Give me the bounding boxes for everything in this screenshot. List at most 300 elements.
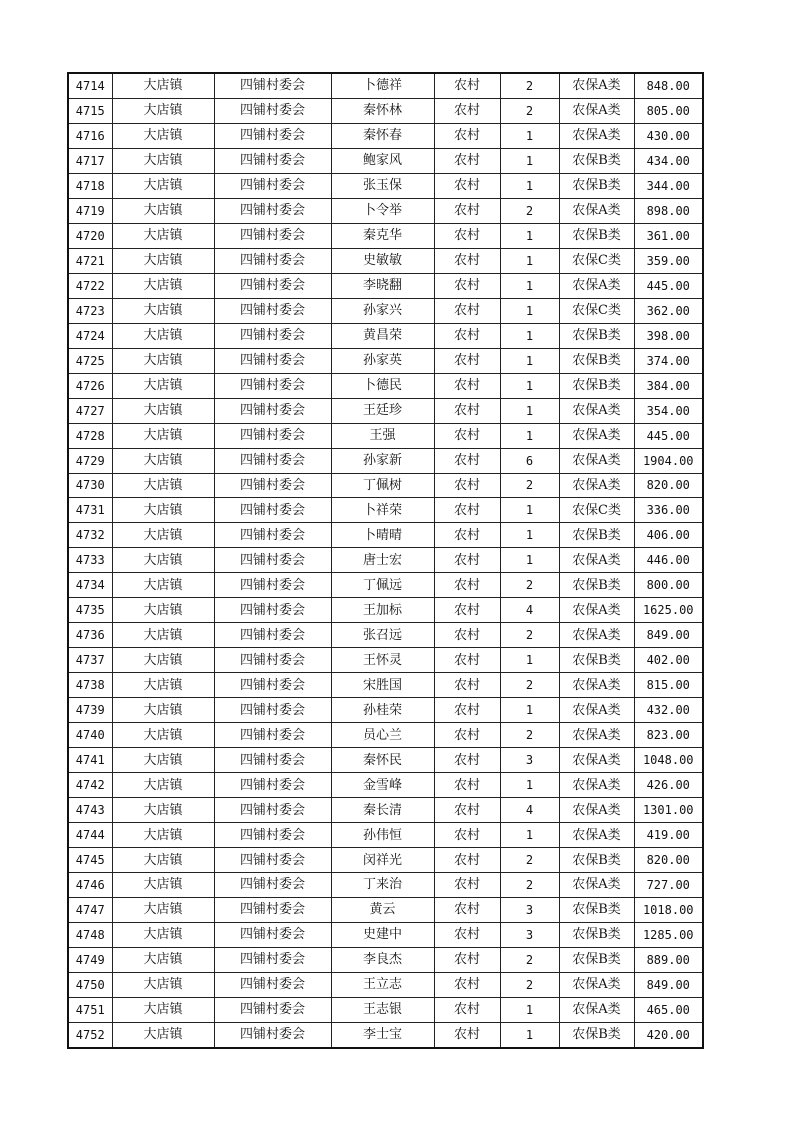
town-cell: 大店镇 bbox=[112, 73, 214, 98]
committee-cell: 四铺村委会 bbox=[214, 323, 331, 348]
area-cell: 农村 bbox=[434, 348, 500, 373]
town-cell: 大店镇 bbox=[112, 897, 214, 922]
committee-cell: 四铺村委会 bbox=[214, 673, 331, 698]
table-row bbox=[68, 573, 703, 598]
id-cell: 4747 bbox=[68, 897, 112, 922]
id-cell: 4745 bbox=[68, 848, 112, 873]
id-cell: 4714 bbox=[68, 73, 112, 98]
town-cell: 大店镇 bbox=[112, 423, 214, 448]
town-cell: 大店镇 bbox=[112, 823, 214, 848]
table-row bbox=[68, 798, 703, 823]
id-cell: 4729 bbox=[68, 448, 112, 473]
area-cell: 农村 bbox=[434, 198, 500, 223]
amount-cell: 849.00 bbox=[634, 623, 703, 648]
table-row bbox=[68, 398, 703, 423]
area-cell: 农村 bbox=[434, 823, 500, 848]
amount-cell: 820.00 bbox=[634, 473, 703, 498]
area-cell: 农村 bbox=[434, 173, 500, 198]
count-cell: 1 bbox=[500, 323, 559, 348]
count-cell: 1 bbox=[500, 223, 559, 248]
category-cell: 农保A类 bbox=[559, 997, 634, 1022]
area-cell: 农村 bbox=[434, 648, 500, 673]
committee-cell: 四铺村委会 bbox=[214, 623, 331, 648]
category-cell: 农保A类 bbox=[559, 398, 634, 423]
amount-cell: 465.00 bbox=[634, 997, 703, 1022]
category-cell: 农保B类 bbox=[559, 148, 634, 173]
category-cell: 农保A类 bbox=[559, 798, 634, 823]
name-cell: 秦怀林 bbox=[331, 98, 434, 123]
table-row bbox=[68, 298, 703, 323]
name-cell: 孙桂荣 bbox=[331, 698, 434, 723]
table-row bbox=[68, 947, 703, 972]
area-cell: 农村 bbox=[434, 947, 500, 972]
category-cell: 农保B类 bbox=[559, 947, 634, 972]
category-cell: 农保A类 bbox=[559, 723, 634, 748]
name-cell: 卜令举 bbox=[331, 198, 434, 223]
id-cell: 4740 bbox=[68, 723, 112, 748]
category-cell: 农保A类 bbox=[559, 773, 634, 798]
count-cell: 2 bbox=[500, 848, 559, 873]
name-cell: 鲍家风 bbox=[331, 148, 434, 173]
committee-cell: 四铺村委会 bbox=[214, 98, 331, 123]
amount-cell: 406.00 bbox=[634, 523, 703, 548]
town-cell: 大店镇 bbox=[112, 523, 214, 548]
table-row bbox=[68, 373, 703, 398]
category-cell: 农保A类 bbox=[559, 698, 634, 723]
area-cell: 农村 bbox=[434, 448, 500, 473]
committee-cell: 四铺村委会 bbox=[214, 748, 331, 773]
category-cell: 农保C类 bbox=[559, 298, 634, 323]
count-cell: 2 bbox=[500, 947, 559, 972]
area-cell: 农村 bbox=[434, 848, 500, 873]
name-cell: 闵祥光 bbox=[331, 848, 434, 873]
name-cell: 黄云 bbox=[331, 897, 434, 922]
area-cell: 农村 bbox=[434, 698, 500, 723]
name-cell: 卜祥荣 bbox=[331, 498, 434, 523]
id-cell: 4752 bbox=[68, 1022, 112, 1047]
area-cell: 农村 bbox=[434, 248, 500, 273]
category-cell: 农保A类 bbox=[559, 73, 634, 98]
table-row bbox=[68, 248, 703, 273]
table-row bbox=[68, 173, 703, 198]
table-row bbox=[68, 123, 703, 148]
id-cell: 4748 bbox=[68, 922, 112, 947]
committee-cell: 四铺村委会 bbox=[214, 348, 331, 373]
count-cell: 3 bbox=[500, 922, 559, 947]
amount-cell: 800.00 bbox=[634, 573, 703, 598]
name-cell: 史敏敏 bbox=[331, 248, 434, 273]
count-cell: 1 bbox=[500, 498, 559, 523]
table-row bbox=[68, 972, 703, 997]
committee-cell: 四铺村委会 bbox=[214, 173, 331, 198]
category-cell: 农保A类 bbox=[559, 623, 634, 648]
table-body bbox=[68, 73, 703, 1048]
table-row bbox=[68, 523, 703, 548]
table-row bbox=[68, 348, 703, 373]
count-cell: 2 bbox=[500, 723, 559, 748]
table-row bbox=[68, 548, 703, 573]
amount-cell: 384.00 bbox=[634, 373, 703, 398]
name-cell: 秦怀春 bbox=[331, 123, 434, 148]
area-cell: 农村 bbox=[434, 598, 500, 623]
committee-cell: 四铺村委会 bbox=[214, 897, 331, 922]
count-cell: 6 bbox=[500, 448, 559, 473]
table-row bbox=[68, 73, 703, 98]
committee-cell: 四铺村委会 bbox=[214, 823, 331, 848]
name-cell: 史建中 bbox=[331, 922, 434, 947]
id-cell: 4732 bbox=[68, 523, 112, 548]
area-cell: 农村 bbox=[434, 323, 500, 348]
name-cell: 秦长清 bbox=[331, 798, 434, 823]
committee-cell: 四铺村委会 bbox=[214, 848, 331, 873]
category-cell: 农保B类 bbox=[559, 573, 634, 598]
amount-cell: 898.00 bbox=[634, 198, 703, 223]
table-row bbox=[68, 1022, 703, 1047]
amount-cell: 419.00 bbox=[634, 823, 703, 848]
area-cell: 农村 bbox=[434, 123, 500, 148]
count-cell: 1 bbox=[500, 823, 559, 848]
committee-cell: 四铺村委会 bbox=[214, 997, 331, 1022]
id-cell: 4715 bbox=[68, 98, 112, 123]
name-cell: 卜德祥 bbox=[331, 73, 434, 98]
amount-cell: 1904.00 bbox=[634, 448, 703, 473]
town-cell: 大店镇 bbox=[112, 248, 214, 273]
town-cell: 大店镇 bbox=[112, 773, 214, 798]
committee-cell: 四铺村委会 bbox=[214, 273, 331, 298]
committee-cell: 四铺村委会 bbox=[214, 473, 331, 498]
town-cell: 大店镇 bbox=[112, 573, 214, 598]
name-cell: 唐士宏 bbox=[331, 548, 434, 573]
committee-cell: 四铺村委会 bbox=[214, 1022, 331, 1047]
id-cell: 4724 bbox=[68, 323, 112, 348]
category-cell: 农保C类 bbox=[559, 248, 634, 273]
category-cell: 农保A类 bbox=[559, 448, 634, 473]
count-cell: 2 bbox=[500, 673, 559, 698]
amount-cell: 361.00 bbox=[634, 223, 703, 248]
id-cell: 4719 bbox=[68, 198, 112, 223]
town-cell: 大店镇 bbox=[112, 698, 214, 723]
amount-cell: 1048.00 bbox=[634, 748, 703, 773]
committee-cell: 四铺村委会 bbox=[214, 373, 331, 398]
committee-cell: 四铺村委会 bbox=[214, 947, 331, 972]
amount-cell: 823.00 bbox=[634, 723, 703, 748]
count-cell: 2 bbox=[500, 873, 559, 898]
area-cell: 农村 bbox=[434, 972, 500, 997]
town-cell: 大店镇 bbox=[112, 798, 214, 823]
count-cell: 1 bbox=[500, 773, 559, 798]
table-row bbox=[68, 773, 703, 798]
table-row bbox=[68, 223, 703, 248]
area-cell: 农村 bbox=[434, 798, 500, 823]
name-cell: 孙家兴 bbox=[331, 298, 434, 323]
amount-cell: 336.00 bbox=[634, 498, 703, 523]
count-cell: 1 bbox=[500, 273, 559, 298]
town-cell: 大店镇 bbox=[112, 398, 214, 423]
id-cell: 4720 bbox=[68, 223, 112, 248]
area-cell: 农村 bbox=[434, 298, 500, 323]
area-cell: 农村 bbox=[434, 273, 500, 298]
table-row bbox=[68, 997, 703, 1022]
area-cell: 农村 bbox=[434, 398, 500, 423]
area-cell: 农村 bbox=[434, 897, 500, 922]
category-cell: 农保B类 bbox=[559, 348, 634, 373]
table-row bbox=[68, 648, 703, 673]
area-cell: 农村 bbox=[434, 997, 500, 1022]
committee-cell: 四铺村委会 bbox=[214, 573, 331, 598]
count-cell: 2 bbox=[500, 73, 559, 98]
amount-cell: 849.00 bbox=[634, 972, 703, 997]
committee-cell: 四铺村委会 bbox=[214, 723, 331, 748]
town-cell: 大店镇 bbox=[112, 198, 214, 223]
id-cell: 4721 bbox=[68, 248, 112, 273]
amount-cell: 430.00 bbox=[634, 123, 703, 148]
name-cell: 王立志 bbox=[331, 972, 434, 997]
id-cell: 4727 bbox=[68, 398, 112, 423]
id-cell: 4723 bbox=[68, 298, 112, 323]
table-row bbox=[68, 673, 703, 698]
count-cell: 1 bbox=[500, 423, 559, 448]
amount-cell: 432.00 bbox=[634, 698, 703, 723]
amount-cell: 359.00 bbox=[634, 248, 703, 273]
count-cell: 1 bbox=[500, 373, 559, 398]
allowance-table bbox=[67, 72, 704, 1049]
amount-cell: 420.00 bbox=[634, 1022, 703, 1047]
count-cell: 1 bbox=[500, 398, 559, 423]
table-row bbox=[68, 198, 703, 223]
table-row bbox=[68, 498, 703, 523]
category-cell: 农保A类 bbox=[559, 748, 634, 773]
table-row bbox=[68, 473, 703, 498]
table-row bbox=[68, 623, 703, 648]
count-cell: 1 bbox=[500, 1022, 559, 1047]
table-row bbox=[68, 273, 703, 298]
table-row bbox=[68, 922, 703, 947]
name-cell: 李士宝 bbox=[331, 1022, 434, 1047]
area-cell: 农村 bbox=[434, 223, 500, 248]
id-cell: 4746 bbox=[68, 873, 112, 898]
amount-cell: 805.00 bbox=[634, 98, 703, 123]
area-cell: 农村 bbox=[434, 73, 500, 98]
town-cell: 大店镇 bbox=[112, 997, 214, 1022]
committee-cell: 四铺村委会 bbox=[214, 148, 331, 173]
committee-cell: 四铺村委会 bbox=[214, 548, 331, 573]
category-cell: 农保A类 bbox=[559, 98, 634, 123]
committee-cell: 四铺村委会 bbox=[214, 248, 331, 273]
name-cell: 张召远 bbox=[331, 623, 434, 648]
category-cell: 农保B类 bbox=[559, 848, 634, 873]
category-cell: 农保A类 bbox=[559, 823, 634, 848]
id-cell: 4733 bbox=[68, 548, 112, 573]
name-cell: 李晓翻 bbox=[331, 273, 434, 298]
committee-cell: 四铺村委会 bbox=[214, 498, 331, 523]
amount-cell: 445.00 bbox=[634, 273, 703, 298]
town-cell: 大店镇 bbox=[112, 498, 214, 523]
town-cell: 大店镇 bbox=[112, 123, 214, 148]
id-cell: 4739 bbox=[68, 698, 112, 723]
amount-cell: 815.00 bbox=[634, 673, 703, 698]
name-cell: 员心兰 bbox=[331, 723, 434, 748]
count-cell: 2 bbox=[500, 623, 559, 648]
name-cell: 王加标 bbox=[331, 598, 434, 623]
name-cell: 王志银 bbox=[331, 997, 434, 1022]
town-cell: 大店镇 bbox=[112, 323, 214, 348]
committee-cell: 四铺村委会 bbox=[214, 873, 331, 898]
id-cell: 4718 bbox=[68, 173, 112, 198]
count-cell: 1 bbox=[500, 173, 559, 198]
category-cell: 农保B类 bbox=[559, 648, 634, 673]
table-row bbox=[68, 598, 703, 623]
table-row bbox=[68, 748, 703, 773]
committee-cell: 四铺村委会 bbox=[214, 523, 331, 548]
id-cell: 4730 bbox=[68, 473, 112, 498]
town-cell: 大店镇 bbox=[112, 748, 214, 773]
category-cell: 农保A类 bbox=[559, 198, 634, 223]
count-cell: 2 bbox=[500, 972, 559, 997]
table-row bbox=[68, 848, 703, 873]
committee-cell: 四铺村委会 bbox=[214, 398, 331, 423]
count-cell: 1 bbox=[500, 248, 559, 273]
town-cell: 大店镇 bbox=[112, 873, 214, 898]
area-cell: 农村 bbox=[434, 922, 500, 947]
committee-cell: 四铺村委会 bbox=[214, 298, 331, 323]
category-cell: 农保B类 bbox=[559, 223, 634, 248]
category-cell: 农保A类 bbox=[559, 548, 634, 573]
count-cell: 2 bbox=[500, 198, 559, 223]
count-cell: 1 bbox=[500, 648, 559, 673]
amount-cell: 446.00 bbox=[634, 548, 703, 573]
category-cell: 农保B类 bbox=[559, 523, 634, 548]
amount-cell: 398.00 bbox=[634, 323, 703, 348]
count-cell: 1 bbox=[500, 348, 559, 373]
id-cell: 4731 bbox=[68, 498, 112, 523]
name-cell: 王怀灵 bbox=[331, 648, 434, 673]
table-row bbox=[68, 323, 703, 348]
count-cell: 3 bbox=[500, 897, 559, 922]
id-cell: 4735 bbox=[68, 598, 112, 623]
town-cell: 大店镇 bbox=[112, 173, 214, 198]
area-cell: 农村 bbox=[434, 548, 500, 573]
town-cell: 大店镇 bbox=[112, 148, 214, 173]
area-cell: 农村 bbox=[434, 1022, 500, 1047]
category-cell: 农保A类 bbox=[559, 423, 634, 448]
amount-cell: 1285.00 bbox=[634, 922, 703, 947]
name-cell: 王强 bbox=[331, 423, 434, 448]
count-cell: 2 bbox=[500, 98, 559, 123]
name-cell: 宋胜国 bbox=[331, 673, 434, 698]
amount-cell: 727.00 bbox=[634, 873, 703, 898]
town-cell: 大店镇 bbox=[112, 673, 214, 698]
amount-cell: 445.00 bbox=[634, 423, 703, 448]
committee-cell: 四铺村委会 bbox=[214, 423, 331, 448]
amount-cell: 1301.00 bbox=[634, 798, 703, 823]
count-cell: 1 bbox=[500, 997, 559, 1022]
category-cell: 农保B类 bbox=[559, 1022, 634, 1047]
name-cell: 丁来治 bbox=[331, 873, 434, 898]
id-cell: 4743 bbox=[68, 798, 112, 823]
town-cell: 大店镇 bbox=[112, 648, 214, 673]
area-cell: 农村 bbox=[434, 498, 500, 523]
name-cell: 孙家新 bbox=[331, 448, 434, 473]
category-cell: 农保A类 bbox=[559, 673, 634, 698]
category-cell: 农保B类 bbox=[559, 373, 634, 398]
id-cell: 4750 bbox=[68, 972, 112, 997]
name-cell: 卜德民 bbox=[331, 373, 434, 398]
town-cell: 大店镇 bbox=[112, 473, 214, 498]
table-row bbox=[68, 823, 703, 848]
amount-cell: 426.00 bbox=[634, 773, 703, 798]
town-cell: 大店镇 bbox=[112, 448, 214, 473]
town-cell: 大店镇 bbox=[112, 623, 214, 648]
area-cell: 农村 bbox=[434, 723, 500, 748]
committee-cell: 四铺村委会 bbox=[214, 698, 331, 723]
id-cell: 4722 bbox=[68, 273, 112, 298]
amount-cell: 362.00 bbox=[634, 298, 703, 323]
id-cell: 4725 bbox=[68, 348, 112, 373]
count-cell: 1 bbox=[500, 548, 559, 573]
name-cell: 秦怀民 bbox=[331, 748, 434, 773]
category-cell: 农保B类 bbox=[559, 897, 634, 922]
committee-cell: 四铺村委会 bbox=[214, 123, 331, 148]
name-cell: 丁佩远 bbox=[331, 573, 434, 598]
name-cell: 金雪峰 bbox=[331, 773, 434, 798]
id-cell: 4728 bbox=[68, 423, 112, 448]
amount-cell: 374.00 bbox=[634, 348, 703, 373]
count-cell: 2 bbox=[500, 473, 559, 498]
area-cell: 农村 bbox=[434, 98, 500, 123]
area-cell: 农村 bbox=[434, 623, 500, 648]
category-cell: 农保A类 bbox=[559, 473, 634, 498]
id-cell: 4716 bbox=[68, 123, 112, 148]
town-cell: 大店镇 bbox=[112, 723, 214, 748]
area-cell: 农村 bbox=[434, 373, 500, 398]
category-cell: 农保A类 bbox=[559, 972, 634, 997]
town-cell: 大店镇 bbox=[112, 223, 214, 248]
town-cell: 大店镇 bbox=[112, 373, 214, 398]
committee-cell: 四铺村委会 bbox=[214, 223, 331, 248]
town-cell: 大店镇 bbox=[112, 947, 214, 972]
area-cell: 农村 bbox=[434, 773, 500, 798]
count-cell: 4 bbox=[500, 798, 559, 823]
table-row bbox=[68, 423, 703, 448]
town-cell: 大店镇 bbox=[112, 273, 214, 298]
amount-cell: 1018.00 bbox=[634, 897, 703, 922]
count-cell: 3 bbox=[500, 748, 559, 773]
committee-cell: 四铺村委会 bbox=[214, 448, 331, 473]
category-cell: 农保B类 bbox=[559, 922, 634, 947]
count-cell: 1 bbox=[500, 698, 559, 723]
committee-cell: 四铺村委会 bbox=[214, 798, 331, 823]
name-cell: 张玉保 bbox=[331, 173, 434, 198]
id-cell: 4734 bbox=[68, 573, 112, 598]
town-cell: 大店镇 bbox=[112, 598, 214, 623]
area-cell: 农村 bbox=[434, 523, 500, 548]
name-cell: 丁佩树 bbox=[331, 473, 434, 498]
town-cell: 大店镇 bbox=[112, 548, 214, 573]
town-cell: 大店镇 bbox=[112, 1022, 214, 1047]
count-cell: 1 bbox=[500, 123, 559, 148]
town-cell: 大店镇 bbox=[112, 348, 214, 373]
area-cell: 农村 bbox=[434, 673, 500, 698]
id-cell: 4741 bbox=[68, 748, 112, 773]
area-cell: 农村 bbox=[434, 873, 500, 898]
committee-cell: 四铺村委会 bbox=[214, 598, 331, 623]
id-cell: 4738 bbox=[68, 673, 112, 698]
id-cell: 4749 bbox=[68, 947, 112, 972]
amount-cell: 434.00 bbox=[634, 148, 703, 173]
category-cell: 农保A类 bbox=[559, 273, 634, 298]
committee-cell: 四铺村委会 bbox=[214, 773, 331, 798]
category-cell: 农保B类 bbox=[559, 323, 634, 348]
